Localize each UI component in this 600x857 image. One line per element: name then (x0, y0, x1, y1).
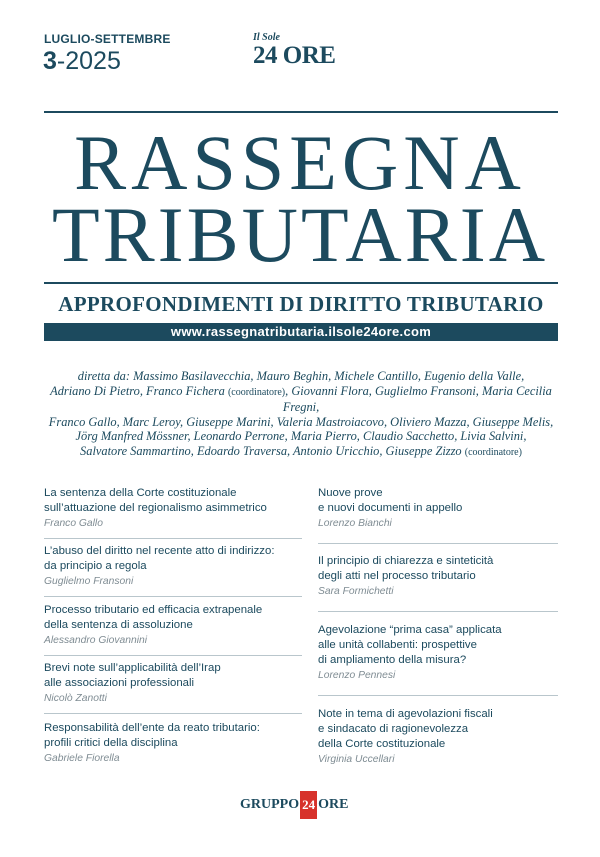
article-author: Franco Gallo (44, 518, 103, 529)
article-divider (44, 538, 302, 539)
article-item[interactable]: Processo tributario ed efficacia extrapenale della sentenza di assoluzione Alessandro Giovannini (44, 603, 302, 648)
journal-subtitle: APPROFONDIMENTI DI DIRITTO TRIBUTARIO (58, 292, 544, 316)
article-item[interactable]: Nuove prove e nuovi documenti in appello Lorenzo Bianchi (318, 486, 558, 531)
article-item[interactable]: Agevolazione “prima casa” applicata alle unità collabenti: prospettive di ampliamento della misura? Lorenzo Pennesi (318, 623, 558, 683)
article-item[interactable]: Responsabilità dell’ente da reato tributario: profili critici della disciplina Gabriele Fiorella (44, 721, 302, 766)
website-url[interactable]: www.rassegnatributaria.ilsole24ore.com (44, 323, 558, 341)
gruppo-24-ore-logo: GRUPPO 24 ORE (240, 790, 348, 820)
article-author: Sara Formichetti (318, 586, 394, 597)
article-author: Virginia Uccellari (318, 754, 395, 765)
title-divider (44, 282, 558, 284)
article-divider (44, 655, 302, 656)
article-divider (318, 695, 558, 696)
il-sole-24-ore-logo: Il Sole 24 ORE (253, 32, 336, 69)
article-author: Guglielmo Fransoni (44, 576, 134, 587)
article-item[interactable]: L’abuso del diritto nel recente atto di indirizzo: da principio a regola Guglielmo Fransoni (44, 544, 302, 589)
article-divider (44, 596, 302, 597)
article-author: Gabriele Fiorella (44, 753, 120, 764)
issue-number: 3-2025 (43, 47, 121, 75)
article-author: Alessandro Giovannini (44, 635, 148, 646)
article-author: Lorenzo Bianchi (318, 518, 392, 529)
article-author: Lorenzo Pennesi (318, 670, 396, 681)
issue-period: LUGLIO-SETTEMBRE (44, 32, 171, 46)
article-author: Nicolò Zanotti (44, 693, 107, 704)
article-item[interactable]: Brevi note sull’applicabilità dell’Irap alle associazioni professionali Nicolò Zanotti (44, 661, 302, 706)
article-item[interactable]: Il principio di chiarezza e sinteticità degli atti nel processo tributario Sara Formichetti (318, 554, 558, 599)
article-divider (44, 713, 302, 714)
article-divider (318, 543, 558, 544)
top-divider (44, 111, 558, 113)
journal-title-line-1: RASSEGNA (74, 119, 526, 206)
journal-title-line-2: TRIBUTARIA (51, 191, 549, 278)
article-divider (318, 611, 558, 612)
editorial-board: diretta da: Massimo Basilavecchia, Mauro Beghin, Michele Cantillo, Eugenio della Valle, Adriano Di Pietro, Franco Fichera (coordinatore), Giovanni Flora, Guglielmo Fransoni, Maria Cecilia Fregni, Franco Gallo, Marc Leroy, Giuseppe Marini, Valeria Mastroiacovo, Oliviero Mazza, Giuseppe Melis, Jörg Manfred Mössner, Leonardo Perrone, Maria Pierro, Claudio Sacchetto, Livia Salvini, Salvatore Sammartino, Edoardo Traversa, Antonio Uricchio, Giuseppe Zizzo (coordinatore) (48, 369, 554, 458)
article-item[interactable]: La sentenza della Corte costituzionale sull’attuazione del regionalismo asimmetrico Franco Gallo (44, 486, 302, 531)
article-item[interactable]: Note in tema di agevolazioni fiscali e sindacato di ragionevolezza della Corte costituzionale Virginia Uccellari (318, 707, 558, 767)
